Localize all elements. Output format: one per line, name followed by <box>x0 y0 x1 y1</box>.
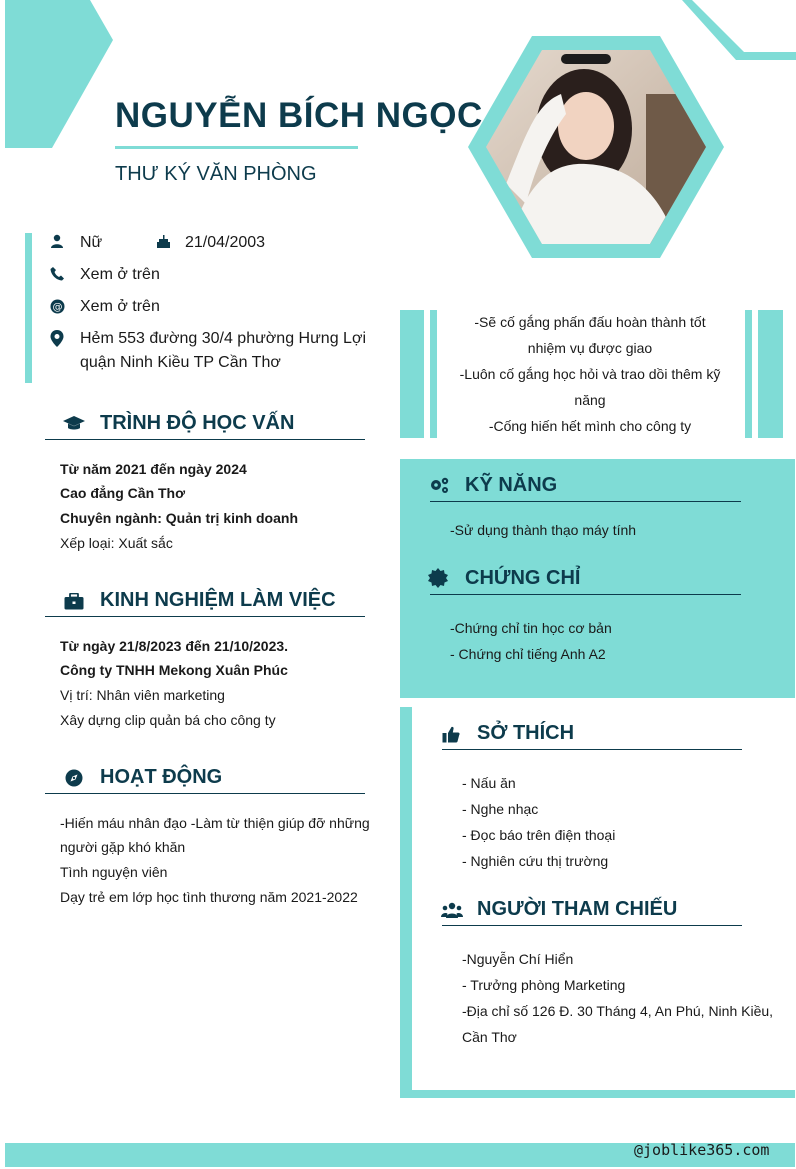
user-icon <box>49 233 65 249</box>
career-objective <box>440 309 740 439</box>
experience-period: Từ ngày 21/8/2023 đến 21/10/2023. <box>60 638 289 654</box>
birthday: 21/04/2003 <box>185 234 266 251</box>
lower-panel-bottom-bar <box>400 1090 795 1098</box>
activity-line: người gặp khó khăn <box>60 839 186 855</box>
experience-content <box>60 634 370 732</box>
birthday-cake-icon <box>155 233 171 249</box>
lower-panel-left-bar <box>400 707 412 1098</box>
experience-position: Vị trí: Nhân viên marketing <box>60 687 225 703</box>
certificates-content <box>450 616 612 666</box>
hobby-item: - Đọc báo trên điện thoại <box>462 827 616 843</box>
hobby-item: - Nghe nhạc <box>462 801 539 817</box>
education-period: Từ năm 2021 đến ngày 2024 <box>60 461 247 477</box>
objective-line: -Cống hiến hết mình cho công ty <box>488 418 692 434</box>
candidate-name: NGUYỄN BÍCH NGỌC <box>115 96 483 135</box>
hobbies-content <box>462 771 615 873</box>
objective-bar-right-inner <box>745 310 752 438</box>
top-left-decoration <box>0 0 120 150</box>
activities-content <box>60 811 380 909</box>
objective-line: -Sẽ cố gắng phấn đấu hoàn thành tốt <box>474 314 706 330</box>
phone-icon <box>49 265 65 281</box>
phone: Xem ở trên <box>80 266 160 283</box>
reference-line: Cần Thơ <box>462 1029 517 1045</box>
objective-line: -Luôn cố gắng học hỏi và trao dồi thêm kỹ <box>459 366 721 382</box>
reference-line: -Nguyễn Chí Hiển <box>462 951 574 967</box>
watermark: @joblike365.com <box>634 1141 770 1159</box>
avatar <box>466 34 726 260</box>
education-school: Cao đẳng Cần Thơ <box>60 485 186 501</box>
gears-icon <box>429 475 451 497</box>
activity-line: Dạy trẻ em lớp học tình thương năm 2021-2022 <box>60 889 358 905</box>
objective-line: năng <box>574 392 606 408</box>
reference-line: - Trưởng phòng Marketing <box>462 977 626 993</box>
graduation-cap-icon <box>63 412 85 434</box>
email-at-icon <box>49 298 65 314</box>
references-content <box>462 947 782 1049</box>
objective-bar-left-outer <box>400 310 424 438</box>
hobbies-rule <box>442 749 742 750</box>
svg-text:@: @ <box>52 301 62 313</box>
experience-title: KINH NGHIỆM LÀM VIỆC <box>100 589 336 611</box>
activity-line: -Hiến máu nhân đạo -Làm từ thiện giúp đỡ những <box>60 815 370 831</box>
objective-bar-right-outer <box>758 310 783 438</box>
references-rule <box>442 925 742 926</box>
address: Hẻm 553 đường 30/4 phường Hưng Lợi quận Ninh Kiều TP Cần Thơ <box>80 330 366 371</box>
gender: Nữ <box>80 234 103 251</box>
contact-accent-bar <box>25 233 32 383</box>
email: Xem ở trên <box>80 298 160 315</box>
education-major: Chuyên ngành: Quản trị kinh doanh <box>60 510 298 526</box>
name-underline <box>115 146 358 149</box>
reference-line: -Địa chỉ số 126 Đ. 30 Tháng 4, An Phú, Ninh Kiều, <box>462 1003 774 1019</box>
activity-line: Tình nguyện viên <box>60 864 168 880</box>
experience-rule <box>45 616 365 617</box>
users-icon <box>441 899 463 921</box>
certificates-title: CHỨNG CHỈ <box>465 567 581 589</box>
experience-task: Xây dựng clip quản bá cho công ty <box>60 712 276 728</box>
activities-rule <box>45 793 365 794</box>
certificate-item: -Chứng chỉ tin học cơ bản <box>450 620 612 636</box>
references-title: NGƯỜI THAM CHIẾU <box>477 898 678 920</box>
education-title: TRÌNH ĐỘ HỌC VẤN <box>100 412 295 434</box>
briefcase-icon <box>63 590 85 612</box>
education-rule <box>45 439 365 440</box>
map-marker-icon <box>49 330 65 346</box>
education-grade: Xếp loại: Xuất sắc <box>60 535 173 551</box>
hobby-item: - Nghiên cứu thị trường <box>462 853 609 869</box>
skill-item: -Sử dụng thành thạo máy tính <box>450 522 637 538</box>
objective-line: nhiệm vụ được giao <box>527 340 653 356</box>
certificate-badge-icon <box>427 567 449 589</box>
certificates-rule <box>430 594 741 595</box>
skills-rule <box>430 501 741 502</box>
hobbies-title: SỞ THÍCH <box>477 722 575 744</box>
activities-title: HOẠT ĐỘNG <box>100 766 223 788</box>
experience-company: Công ty TNHH Mekong Xuân Phúc <box>60 662 288 678</box>
certificate-item: - Chứng chỉ tiếng Anh A2 <box>450 646 606 662</box>
job-title: THƯ KÝ VĂN PHÒNG <box>115 163 317 185</box>
education-content <box>60 457 370 555</box>
skills-title: KỸ NĂNG <box>465 474 558 496</box>
hobby-item: - Nấu ăn <box>462 775 516 791</box>
compass-icon <box>63 767 85 789</box>
objective-bar-left-inner <box>430 310 437 438</box>
thumbs-up-icon <box>440 723 462 745</box>
